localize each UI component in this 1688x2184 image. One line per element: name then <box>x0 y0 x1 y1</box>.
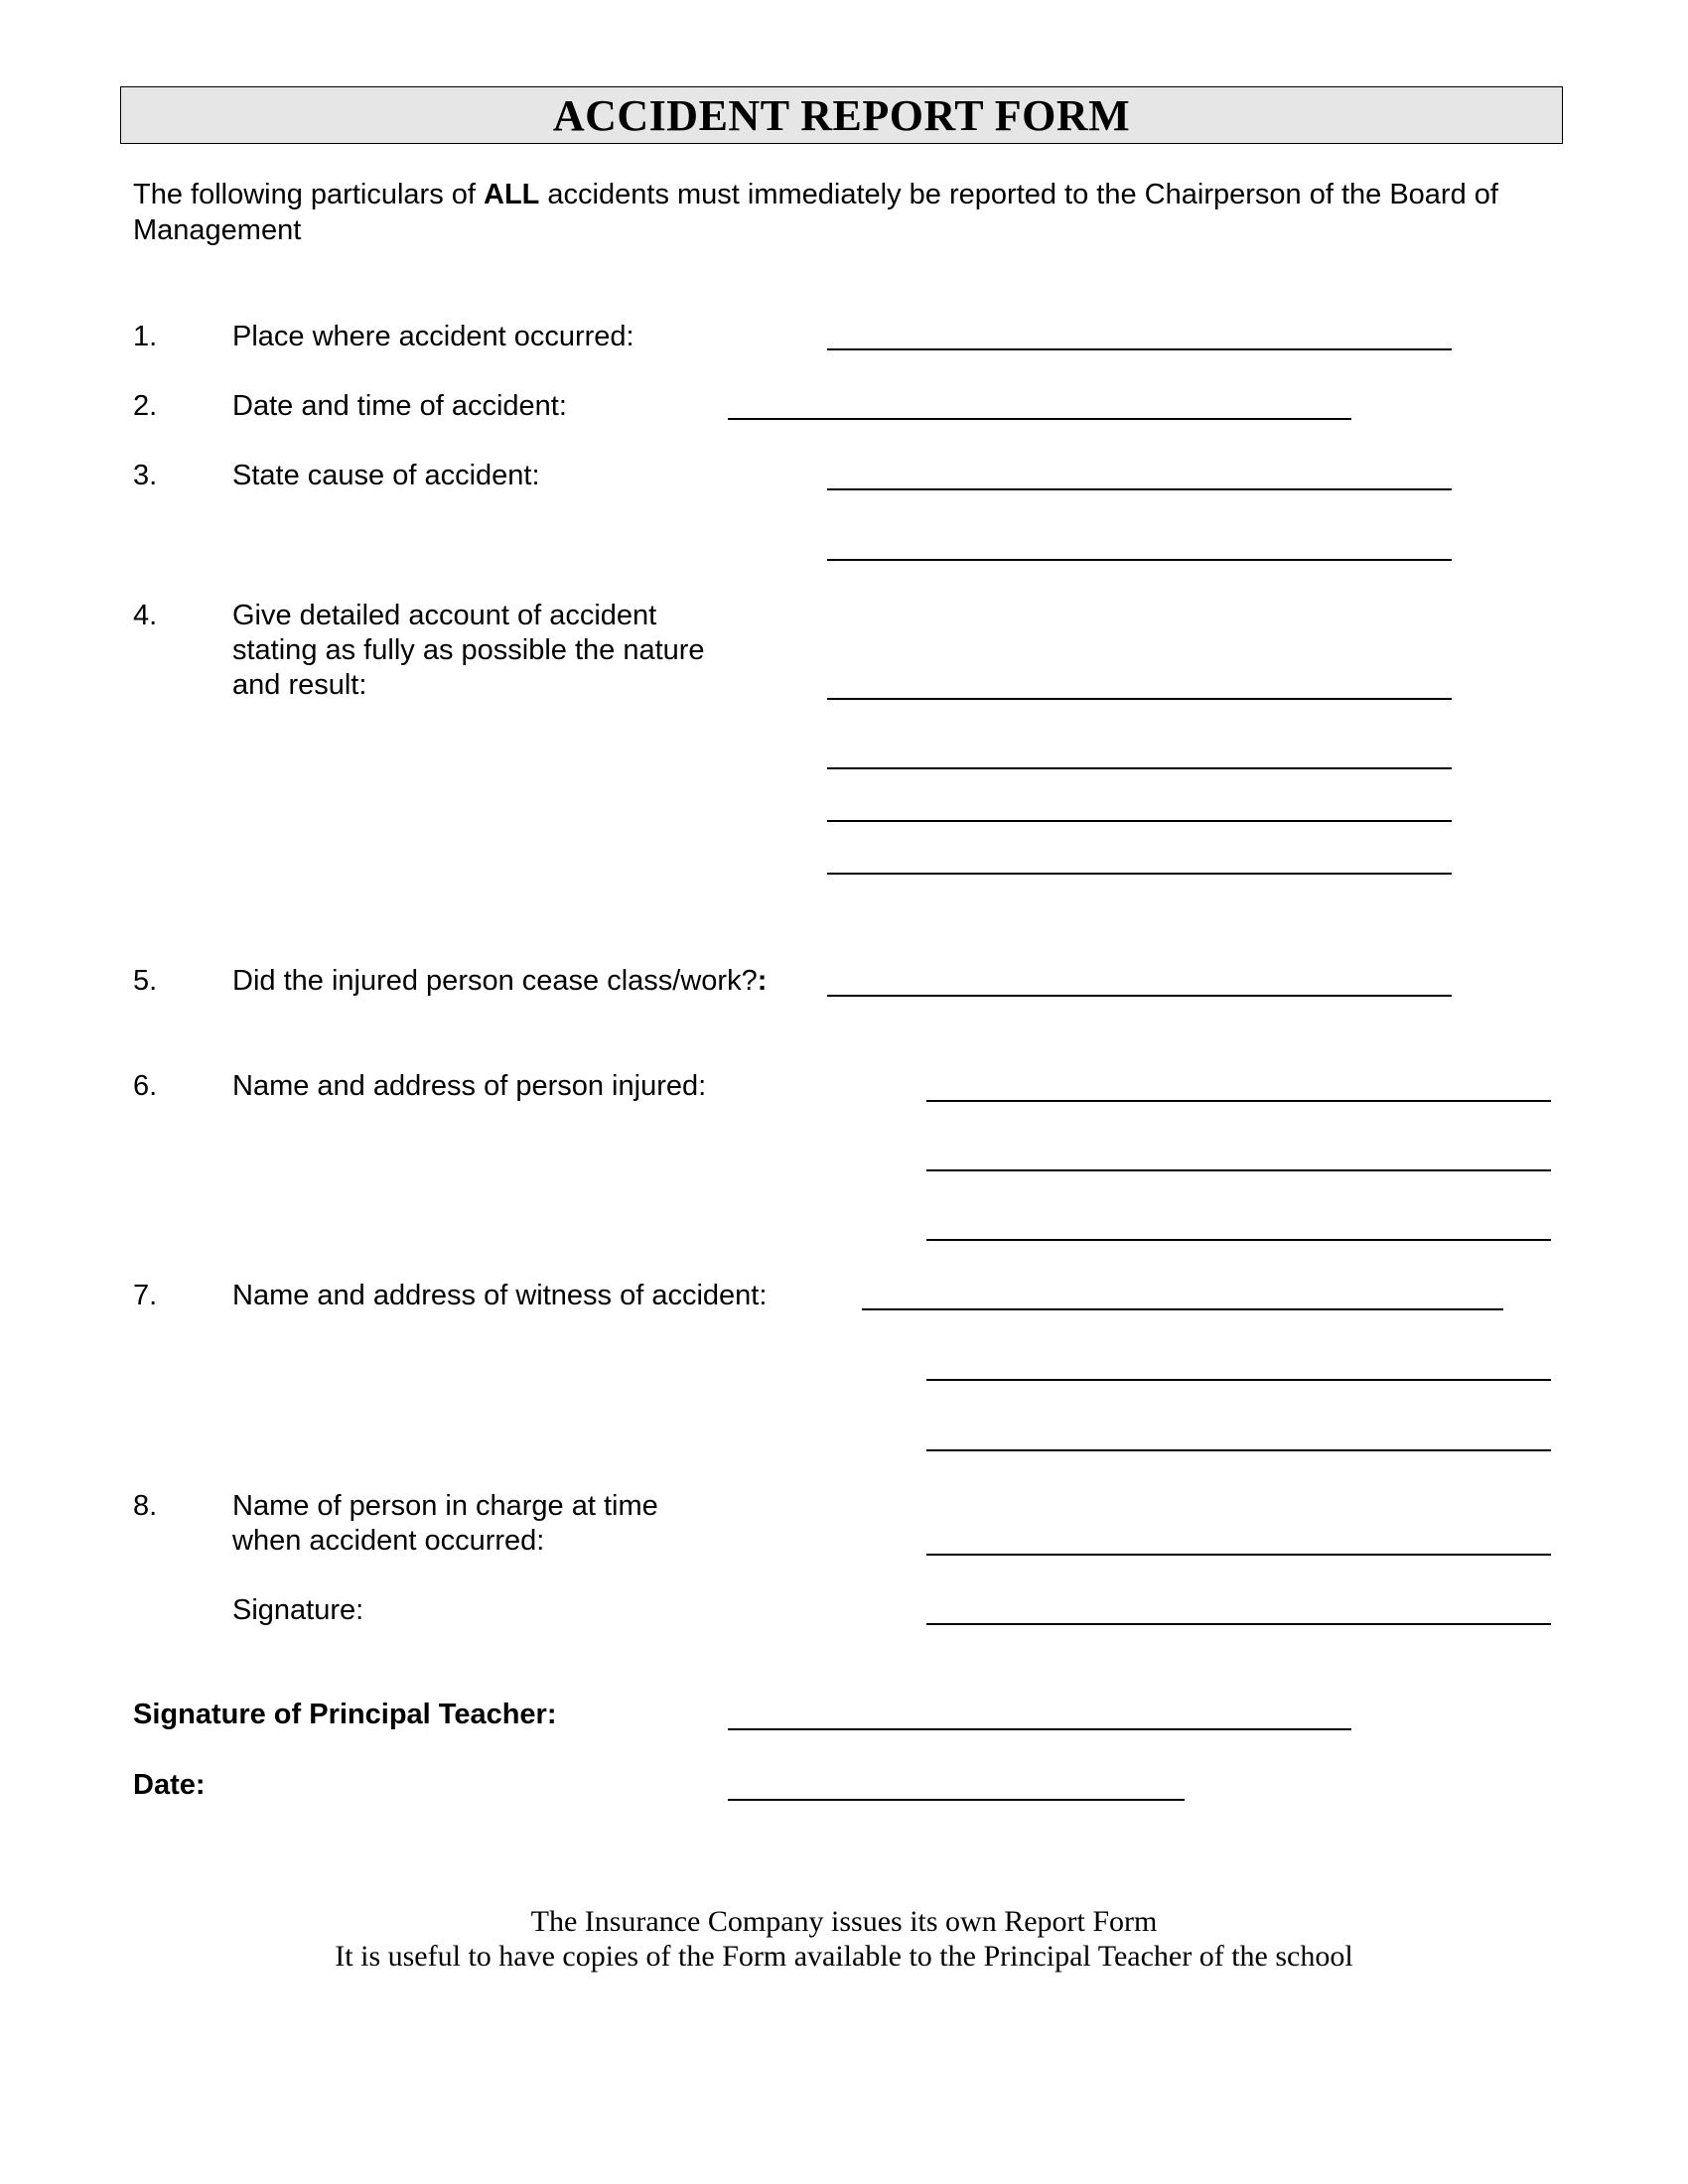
form-title: ACCIDENT REPORT FORM <box>552 90 1131 140</box>
title-box <box>120 86 1563 144</box>
item-8-answer-line[interactable] <box>926 1554 1551 1556</box>
item-4-answer-line-1[interactable] <box>827 698 1452 700</box>
item-6-answer-line-1[interactable] <box>926 1100 1551 1102</box>
item-5-label <box>232 963 767 999</box>
item-6-answer-line-2[interactable] <box>926 1169 1551 1171</box>
item-7-answer-line-3[interactable] <box>926 1449 1551 1451</box>
item-5-label-colon: : <box>757 965 768 997</box>
date-label: Date: <box>133 1769 206 1801</box>
footer-line-2: It is useful to have copies of the Form available to the Principal Teacher of the school <box>335 1940 1353 1973</box>
item-7-answer-line-1[interactable] <box>862 1308 1503 1310</box>
item-1-answer-line[interactable] <box>827 348 1452 350</box>
item-4-answer-line-3[interactable] <box>827 820 1452 822</box>
item-3-number: 3. <box>133 460 158 491</box>
item-4-number: 4. <box>133 600 158 631</box>
item-4-label-line-1: Give detailed account of accident <box>232 600 657 631</box>
item-3-label: State cause of accident: <box>232 460 540 491</box>
item-7-answer-line-2[interactable] <box>926 1379 1551 1381</box>
item-5-number: 5. <box>133 965 158 997</box>
principal-signature-line[interactable] <box>728 1728 1351 1730</box>
intro-text-emphasis: ALL <box>484 179 540 210</box>
item-4-answer-line-2[interactable] <box>827 767 1452 769</box>
item-1-label: Place where accident occurred: <box>232 321 634 352</box>
item-1-number: 1. <box>133 321 158 352</box>
item-8-signature-line[interactable] <box>926 1623 1551 1625</box>
item-3-answer-line-1[interactable] <box>827 488 1452 490</box>
item-4-label-line-2: stating as fully as possible the nature <box>232 634 705 666</box>
item-3-answer-line-2[interactable] <box>827 559 1452 561</box>
item-8-number: 8. <box>133 1490 158 1522</box>
item-2-answer-line[interactable] <box>728 418 1351 420</box>
intro-text <box>133 177 1563 248</box>
item-2-number: 2. <box>133 390 158 422</box>
item-7-label: Name and address of witness of accident: <box>232 1280 768 1311</box>
intro-text-start: The following particulars of <box>133 179 484 210</box>
item-5-label-text: Did the injured person cease class/work? <box>232 965 758 997</box>
item-7-number: 7. <box>133 1280 158 1311</box>
item-4-label-line-3: and result: <box>232 669 367 701</box>
item-5-answer-line[interactable] <box>827 995 1452 997</box>
item-6-label: Name and address of person injured: <box>232 1070 707 1102</box>
item-2-label: Date and time of accident: <box>232 390 567 422</box>
item-8-label-line-2: when accident occurred: <box>232 1525 545 1557</box>
intro-text-end: accidents must immediately be reported to the Chairperson of the Board of Management <box>133 179 1498 246</box>
item-8-signature-label: Signature: <box>232 1594 364 1626</box>
item-4-answer-line-4[interactable] <box>827 873 1452 875</box>
date-line[interactable] <box>728 1799 1185 1801</box>
item-6-number: 6. <box>133 1070 158 1102</box>
principal-signature-label: Signature of Principal Teacher: <box>133 1699 557 1730</box>
item-6-answer-line-3[interactable] <box>926 1239 1551 1241</box>
item-8-label-line-1: Name of person in charge at time <box>232 1490 658 1522</box>
footer-line-1: The Insurance Company issues its own Report Form <box>530 1905 1158 1938</box>
